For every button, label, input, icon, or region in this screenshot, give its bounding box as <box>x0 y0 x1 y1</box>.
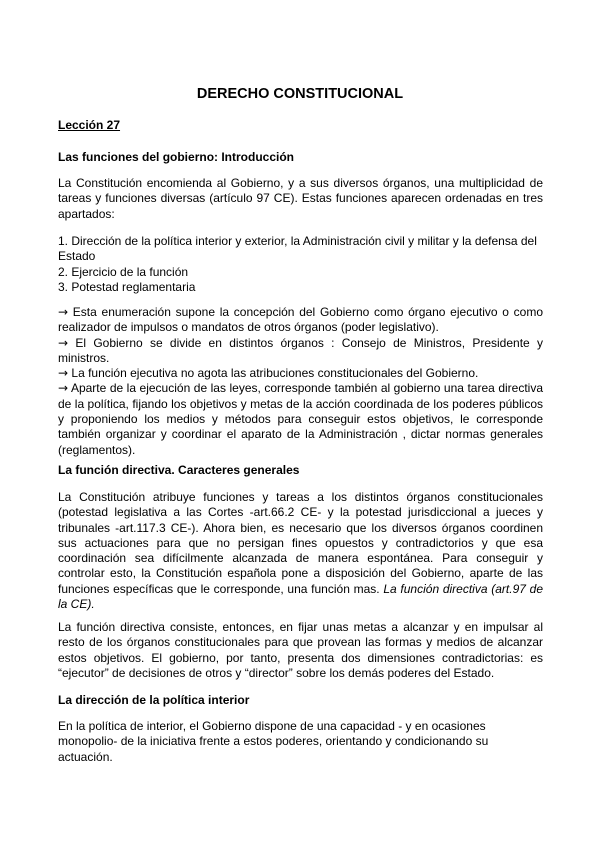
funcion-directiva-paragraph-1 <box>58 490 543 612</box>
section-heading-funcion-directiva: La función directiva. Caracteres generales <box>58 463 300 477</box>
funcion-directiva-paragraph-2: La función directiva consiste, entonces, en fijar unas metas a alcanzar y en impulsar al resto de los órganos constitucionales para que provean las formas y medios de alcanzar estos objetivos. El gobierno, por tanto, presenta dos dimensiones contradictorias: es “ejecutor” de decisiones de otros y “director” sobre los demás poderes del Estado. <box>58 620 543 680</box>
paragraph-text: La Constitución atribuye funciones y tareas a los distintos órganos constitucionales (potestad legislativa a las Cortes -art.66.2 CE- y la potestad jurisdiccional a jueces y tribunales -art.117.3 CE-). Ahora bien, es necesario que los diversos órganos coordinen sus actuaciones para que no persigan fines opuestos y contradictorios y que esa coordinación sea difícilmente alcanzada de manera espontánea. Para conseguir y controlar esto, la Constitución española pone a disposición del Gobierno, aparte de las funciones específicas que le corresponde, una función mas. <box>58 490 543 596</box>
arrow-icon: → <box>58 366 69 381</box>
section-heading-funciones: Las funciones del gobierno: Introducción <box>58 150 295 164</box>
arrow-point <box>58 305 543 336</box>
functions-list <box>58 234 543 295</box>
arrow-point-text: Aparte de la ejecución de las leyes, corresponde también al gobierno una tarea directiva de la política, fijando los objetivos y metas de la acción coordinada de los poderes públicos y proponiendo los medios y métodos para conseguir estos objetivos, le corresponde también organizar y coordinar el aparato de la Administración , dictar normas generales (reglamentos). <box>58 381 544 457</box>
lesson-label: Lección 27 <box>58 118 121 132</box>
politica-interior-paragraph: En la política de interior, el Gobierno dispone de una capacidad - y en ocasiones monopolio- de la iniciativa frente a estos poderes, orientando y condicionando su actuación. <box>58 719 489 764</box>
arrow-point-text: Esta enumeración supone la concepción del Gobierno como órgano ejecutivo o como realizador de impulsos o mandatos de otros órganos (poder legislativo). <box>58 305 543 335</box>
arrow-icon: → <box>58 305 69 319</box>
list-item: 1. Dirección de la política interior y exterior, la Administración civil y militar y la defensa del Estado <box>58 234 537 264</box>
arrow-icon: → <box>58 381 69 396</box>
section-heading-politica-interior: La dirección de la política interior <box>58 693 250 707</box>
arrow-points <box>58 305 543 458</box>
arrow-point-text: El Gobierno se divide en distintos órganos : Consejo de Ministros, Presidente y ministros. <box>58 335 543 365</box>
list-item: 2. Ejercicio de la función <box>58 264 189 279</box>
arrow-icon: → <box>58 335 69 350</box>
document-title: DERECHO CONSTITUCIONAL <box>196 86 404 102</box>
arrow-point-text: La función ejecutiva no agota las atribuciones constitucionales del Gobierno. <box>71 366 479 381</box>
list-item: 3. Potestad reglamentaria <box>58 279 196 294</box>
arrow-point <box>58 336 543 367</box>
italic-reference: La función directiva (art.97 de la CE). <box>58 581 543 612</box>
arrow-point <box>58 381 543 457</box>
arrow-point <box>58 366 543 381</box>
intro-paragraph: La Constitución encomienda al Gobierno, y a sus diversos órganos, una multiplicidad de tareas y funciones diversas (artículo 97 CE). Estas funciones aparecen ordenadas en tres apartados: <box>58 176 543 221</box>
